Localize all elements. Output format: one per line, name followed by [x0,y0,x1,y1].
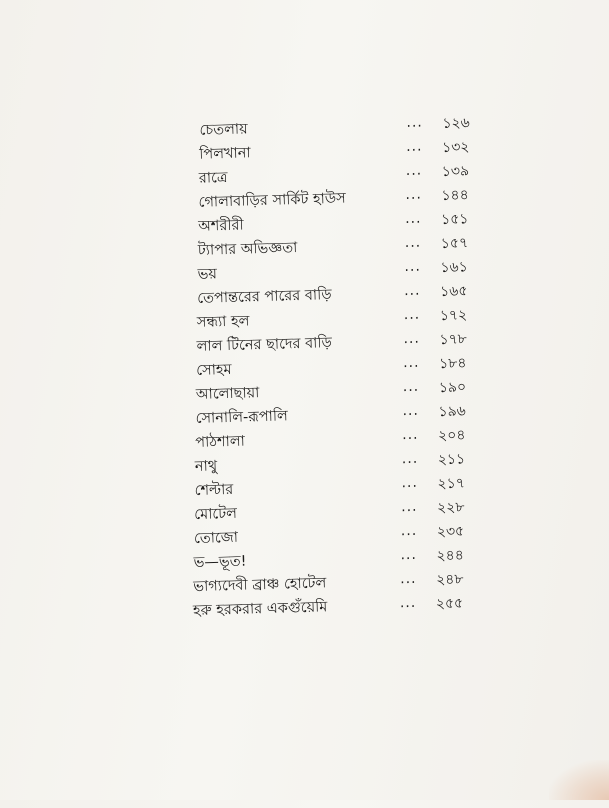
toc-entry-page: ১৭৮ [439,331,467,349]
toc-entry-leader: ... [401,426,419,444]
toc-entry-title: তোজো [193,529,239,548]
toc-entry-page: ১৮৪ [438,355,467,373]
toc-entry-page: ২৩৫ [436,523,465,541]
toc-entry-leader: ... [399,594,417,612]
toc-entry-title: রাত্রে [198,169,228,187]
toc-entry-title: তেপান্তরের পারের বাড়ি [197,287,332,307]
toc-entry-page: ১৪৪ [441,187,469,204]
toc-entry-leader: ... [405,138,423,155]
toc-entry-page: ১৭২ [439,307,468,325]
toc-entry-title: শেল্টার [194,481,234,499]
toc-entry-page: ১৬১ [440,259,468,277]
toc-entry-title: ভাগ্যদেবী ব্রাঞ্চ হোটেল [193,575,327,596]
toc-entry-title: অশরীরী [198,217,244,235]
toc-entry-title: হরু হরকরার একগুঁয়েমি [192,599,328,620]
toc-entry-title: সোহম [196,361,232,379]
page-corner-shadow [549,760,609,800]
toc-entry-page: ২৪৪ [436,547,465,565]
toc-entry-page: ১২৬ [442,115,470,132]
toc-entry-leader: ... [401,450,419,468]
toc-entry-page: ২৪৮ [435,571,464,589]
toc-entry-title: সোনালি-রূপালি [195,408,289,427]
toc-entry-page: ২২৮ [436,499,465,517]
toc-entry-page: ২৫৫ [435,595,464,613]
toc-entry-leader: ... [403,306,421,324]
toc-entry-leader: ... [405,162,423,179]
toc-entry-title: মোটেল [194,505,238,524]
toc-entry-leader: ... [406,114,423,131]
toc-entry-title: ভ—ভূত! [193,553,247,572]
toc-entry-title: নাথু [194,458,218,475]
toc-entry-title: পাঠশালা [195,433,246,451]
toc-entry-page: ২১১ [437,451,466,469]
toc-entry-page: ১৬৫ [439,283,468,301]
toc-entry-page: ১৫১ [440,211,469,229]
toc-entry-leader: ... [400,498,418,516]
toc-entry-page: ১৫৭ [440,235,469,253]
toc-entry-title: সন্ধ্যা হল [196,313,250,331]
toc-entry-leader: ... [402,402,420,420]
toc-entry-title: লাল টিনের ছাদের বাড়ি [196,335,333,355]
toc-entry-leader: ... [400,522,418,540]
toc-entry-leader: ... [402,378,420,396]
toc-entry-page: ১৯৬ [438,403,467,421]
toc-entry-page: ১৩৯ [441,163,470,180]
toc-entry-title: গোলাবাড়ির সার্কিট হাউস [198,190,346,211]
toc-entry-title: ভয় [197,266,218,283]
toc-entry-leader: ... [403,282,421,300]
toc-entry-leader: ... [401,474,419,492]
toc-entry-page: ২১৭ [437,475,466,493]
toc-entry-title: ট্যাপার অভিজ্ঞতা [197,240,298,259]
toc-entry-leader: ... [399,570,417,588]
toc-entry-leader: ... [405,186,423,203]
toc-entry-title: চেতলায় [199,121,248,139]
toc-entry-page: ২০৪ [437,427,466,445]
toc-entry-leader: ... [404,234,422,252]
toc-entry-page: ১৯০ [438,379,467,397]
toc-entry-page: ১৩২ [441,139,470,156]
toc-entry-leader: ... [403,330,421,348]
toc-entry-title: আলোছায়া [195,385,260,403]
toc-entry-leader: ... [402,354,420,372]
toc-entry-leader: ... [404,258,422,276]
toc-entry-leader: ... [400,546,418,564]
toc-entry-leader: ... [404,210,422,228]
toc-entry-title: পিলখানা [199,145,251,163]
